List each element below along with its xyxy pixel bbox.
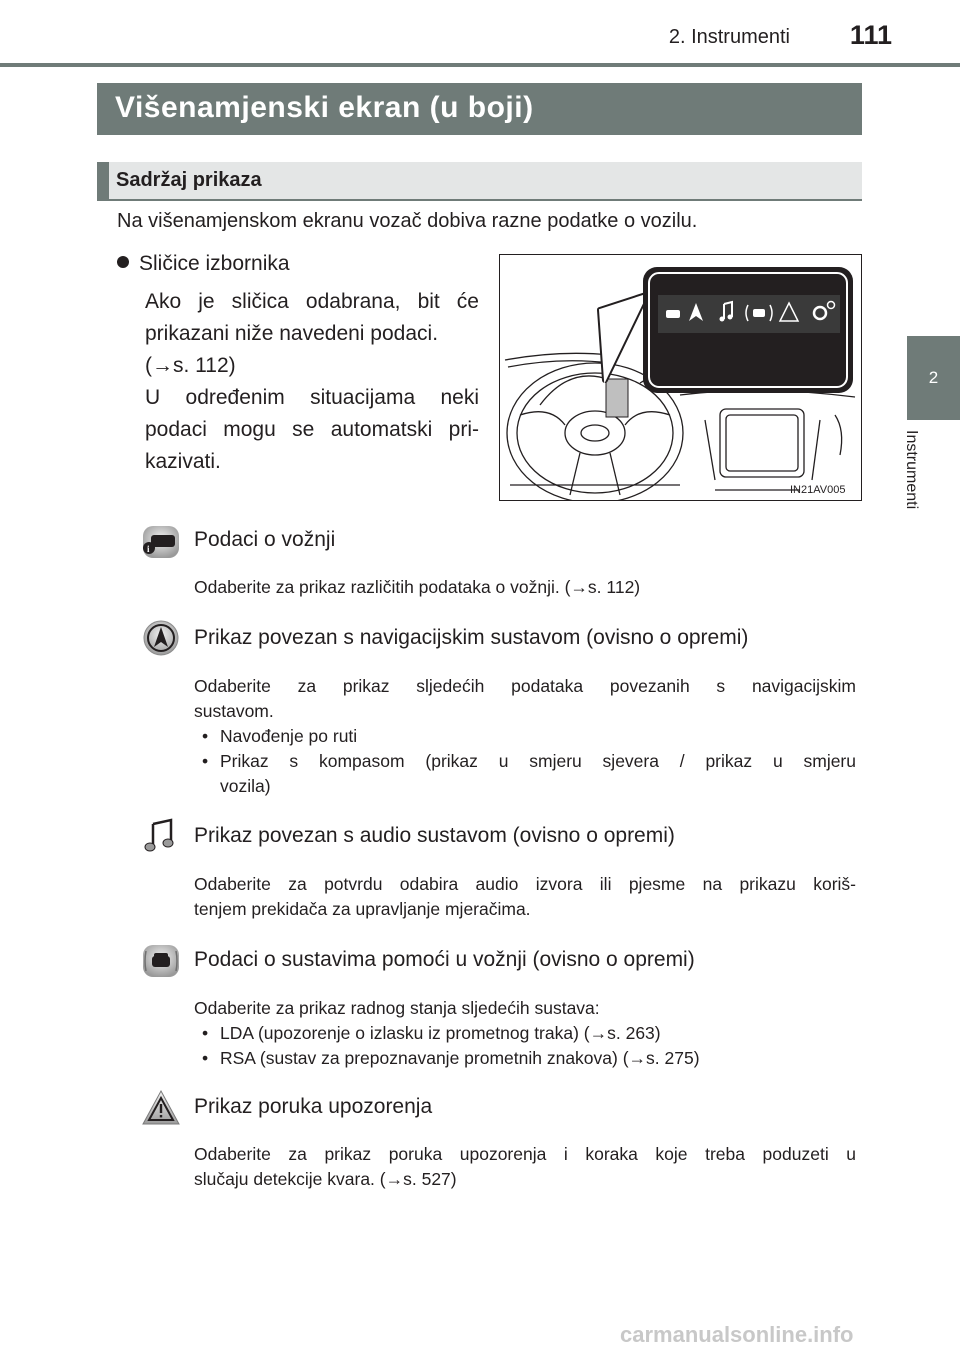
bullet-line: U određenim situacijama neki [145, 386, 479, 409]
watermark: carmanualsonline.info [620, 1322, 854, 1347]
section-heading-rule [97, 199, 862, 201]
item-description [194, 872, 856, 922]
header-rule [0, 63, 960, 67]
item-desc-line: sustavom. [194, 701, 274, 721]
bullet-paragraph [145, 286, 479, 478]
section-heading-bar [97, 162, 862, 200]
item-title: Prikaz povezan s audio sustavom (ovisno o opremi) [194, 824, 675, 847]
side-tab-label [903, 430, 947, 540]
bullet-line: podaci mogu se automatski pri- [145, 418, 479, 441]
chapter-title: 2. Instrumenti [668, 26, 790, 48]
list-item: • Prikaz s kompasom (prikaz u smjeru sjevera / prikaz u smjeru [194, 749, 856, 774]
item-desc-line: Odaberite za prikaz različitih podataka o vožnji. (→s. 112) [194, 577, 641, 597]
bullet-dot-icon [117, 256, 129, 268]
navigation-icon [141, 618, 181, 658]
item-title: Prikaz povezan s navigacijskim sustavom (ovisno o opremi) [194, 626, 749, 649]
item-title: Podaci o sustavima pomoći u vožnji (ovisno o opremi) [194, 948, 695, 971]
audio-note-icon [141, 816, 181, 856]
list-item: • RSA (sustav za prepoznavanje prometnih znakova) (→s. 275) [194, 1046, 856, 1071]
item-description [194, 1142, 856, 1192]
item-desc-line: Odaberite za potvrdu odabira audio izvora ili pjesme na prikazu koriš- [194, 874, 856, 894]
item-title: Podaci o vožnji [194, 528, 336, 551]
bullet-heading [117, 252, 290, 276]
item-desc-line: tenjem prekidača za upravljanje mjeračima. [194, 899, 531, 919]
dashboard-drawing [500, 255, 861, 500]
bullet-line: (→s. 112) [145, 354, 236, 377]
figure-code: IN21AV005 [790, 484, 846, 496]
item-description [194, 996, 856, 1071]
warning-triangle-icon [141, 1088, 181, 1128]
item-description [194, 674, 856, 799]
item-desc-line: slučaju detekcije kvara. (→s. 527) [194, 1169, 457, 1189]
side-tab-label-text: Instrumenti [903, 430, 920, 510]
item-desc-line: Odaberite za prikaz radnog stanja sljedećih sustava: [194, 998, 600, 1018]
section-heading: Sadržaj prikaza [116, 169, 262, 191]
page-number: 111 [849, 20, 892, 50]
bullet-line: prikazani niže navedeni podaci. [145, 322, 439, 345]
driving-assist-car-icon [141, 941, 181, 981]
drive-info-icon [141, 522, 181, 562]
dashboard-illustration [499, 254, 862, 501]
item-desc-line: Odaberite za prikaz poruka upozorenja i koraka koje treba poduzeti u [194, 1144, 856, 1164]
list-item-continuation: vozila) [220, 776, 271, 796]
side-tab-number-text: 2 [928, 368, 939, 387]
page-title-bar [97, 83, 862, 135]
svg-text:i: i [147, 544, 150, 554]
page-title: Višenamjenski ekran (u boji) [115, 91, 534, 124]
side-tab-number [907, 336, 960, 420]
list-item: • Navođenje po ruti [194, 724, 856, 749]
item-title: Prikaz poruka upozorenja [194, 1095, 433, 1118]
item-desc-line: Odaberite za prikaz sljedećih podataka povezanih s navigacijskim [194, 676, 856, 696]
intro-text: Na višenamjenskom ekranu vozač dobiva razne podatke o vozilu. [117, 210, 698, 232]
bullet-label: Sličice izbornika [139, 252, 290, 275]
bullet-line: Ako je sličica odabrana, bit će [145, 290, 479, 313]
list-item: • LDA (upozorenje o izlasku iz prometnog traka) (→s. 263) [194, 1021, 856, 1046]
bullet-line: kazivati. [145, 450, 221, 473]
item-description [194, 575, 856, 600]
